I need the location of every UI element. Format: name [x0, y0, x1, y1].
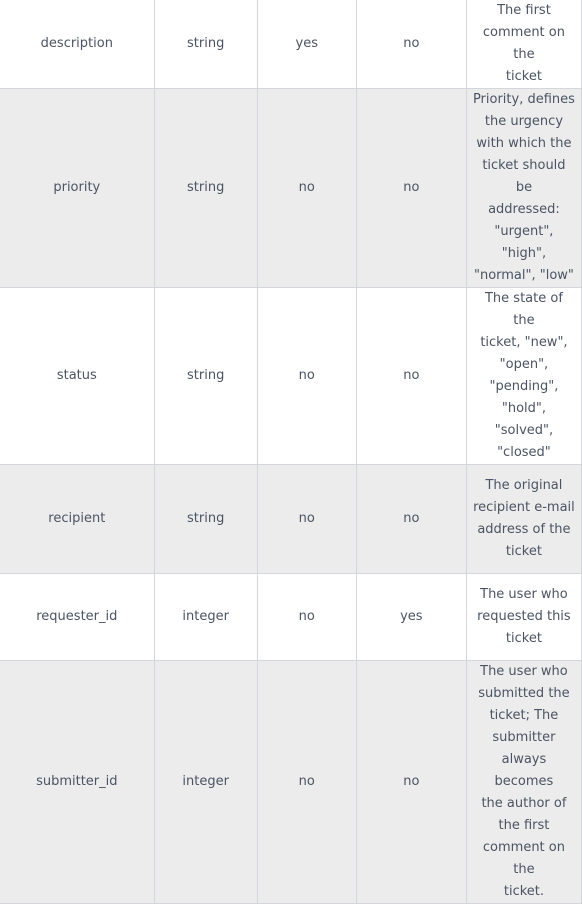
description-line: The user who	[480, 664, 568, 679]
field-type-cell: string	[154, 0, 257, 89]
description-line: the author of	[481, 796, 567, 811]
field-name-cell: submitter_id	[0, 661, 154, 904]
field-flag-cell: yes	[356, 574, 466, 661]
description-line: address of the	[477, 522, 571, 537]
field-type-cell: string	[154, 288, 257, 465]
description-line: "normal", "low"	[473, 268, 574, 283]
description-line: "closed"	[497, 445, 551, 460]
description-line: ticket	[505, 69, 542, 84]
description-line: ticket; The	[489, 708, 559, 723]
field-flag-cell: no	[257, 288, 356, 465]
description-line: recipient e-mail	[473, 500, 575, 515]
field-flag-cell: no	[356, 661, 466, 904]
description-line: always becomes	[494, 752, 554, 789]
description-line: ticket, "new",	[480, 335, 568, 350]
field-flag-cell: no	[356, 0, 466, 89]
field-flag-cell: yes	[257, 0, 356, 89]
description-line: "pending",	[489, 379, 559, 394]
table-row	[0, 465, 582, 574]
field-name-cell: recipient	[0, 465, 154, 574]
field-flag-cell: no	[356, 288, 466, 465]
description-line: ticket should be	[482, 158, 566, 195]
field-flag-cell: no	[257, 89, 356, 288]
field-name-cell: priority	[0, 89, 154, 288]
field-flag-cell: no	[257, 661, 356, 904]
field-name-cell: status	[0, 288, 154, 465]
description-line: comment on the	[482, 25, 565, 62]
table-row	[0, 574, 582, 661]
field-flag-cell: no	[356, 89, 466, 288]
table-row	[0, 288, 582, 465]
description-line: with which the	[476, 136, 572, 151]
field-name-cell: description	[0, 0, 154, 89]
field-type-cell: string	[154, 89, 257, 288]
description-line: "urgent", "high",	[494, 224, 554, 261]
description-line: The original	[485, 478, 563, 493]
field-type-cell: integer	[154, 661, 257, 904]
field-description-cell	[466, 465, 581, 574]
table-row	[0, 661, 582, 904]
description-line: submitted the	[478, 686, 570, 701]
description-line: Priority, defines	[472, 92, 575, 107]
description-line: The first	[497, 3, 551, 18]
field-flag-cell: no	[257, 465, 356, 574]
field-name-cell: requester_id	[0, 574, 154, 661]
field-description-cell	[466, 89, 581, 288]
description-line: The state of the	[484, 291, 563, 328]
description-line: ticket	[505, 631, 542, 646]
field-description-cell	[466, 661, 581, 904]
field-description-cell	[466, 288, 581, 465]
field-description-cell	[466, 0, 581, 89]
description-line: the urgency	[484, 114, 564, 129]
description-line: "open",	[499, 357, 549, 372]
description-line: ticket	[505, 544, 542, 559]
description-line: The user who	[480, 587, 568, 602]
description-line: comment on the	[482, 840, 565, 877]
description-line: ticket.	[503, 884, 545, 899]
description-line: the first	[498, 818, 550, 833]
description-line: "hold", "solved",	[494, 401, 554, 438]
field-type-cell: string	[154, 465, 257, 574]
field-type-cell: integer	[154, 574, 257, 661]
description-line: requested this	[477, 609, 571, 624]
description-line: submitter	[492, 730, 556, 745]
field-flag-cell: no	[257, 574, 356, 661]
table-row	[0, 0, 582, 89]
table-row	[0, 89, 582, 288]
field-flag-cell: no	[356, 465, 466, 574]
description-line: addressed:	[488, 202, 560, 217]
field-description-cell	[466, 574, 581, 661]
